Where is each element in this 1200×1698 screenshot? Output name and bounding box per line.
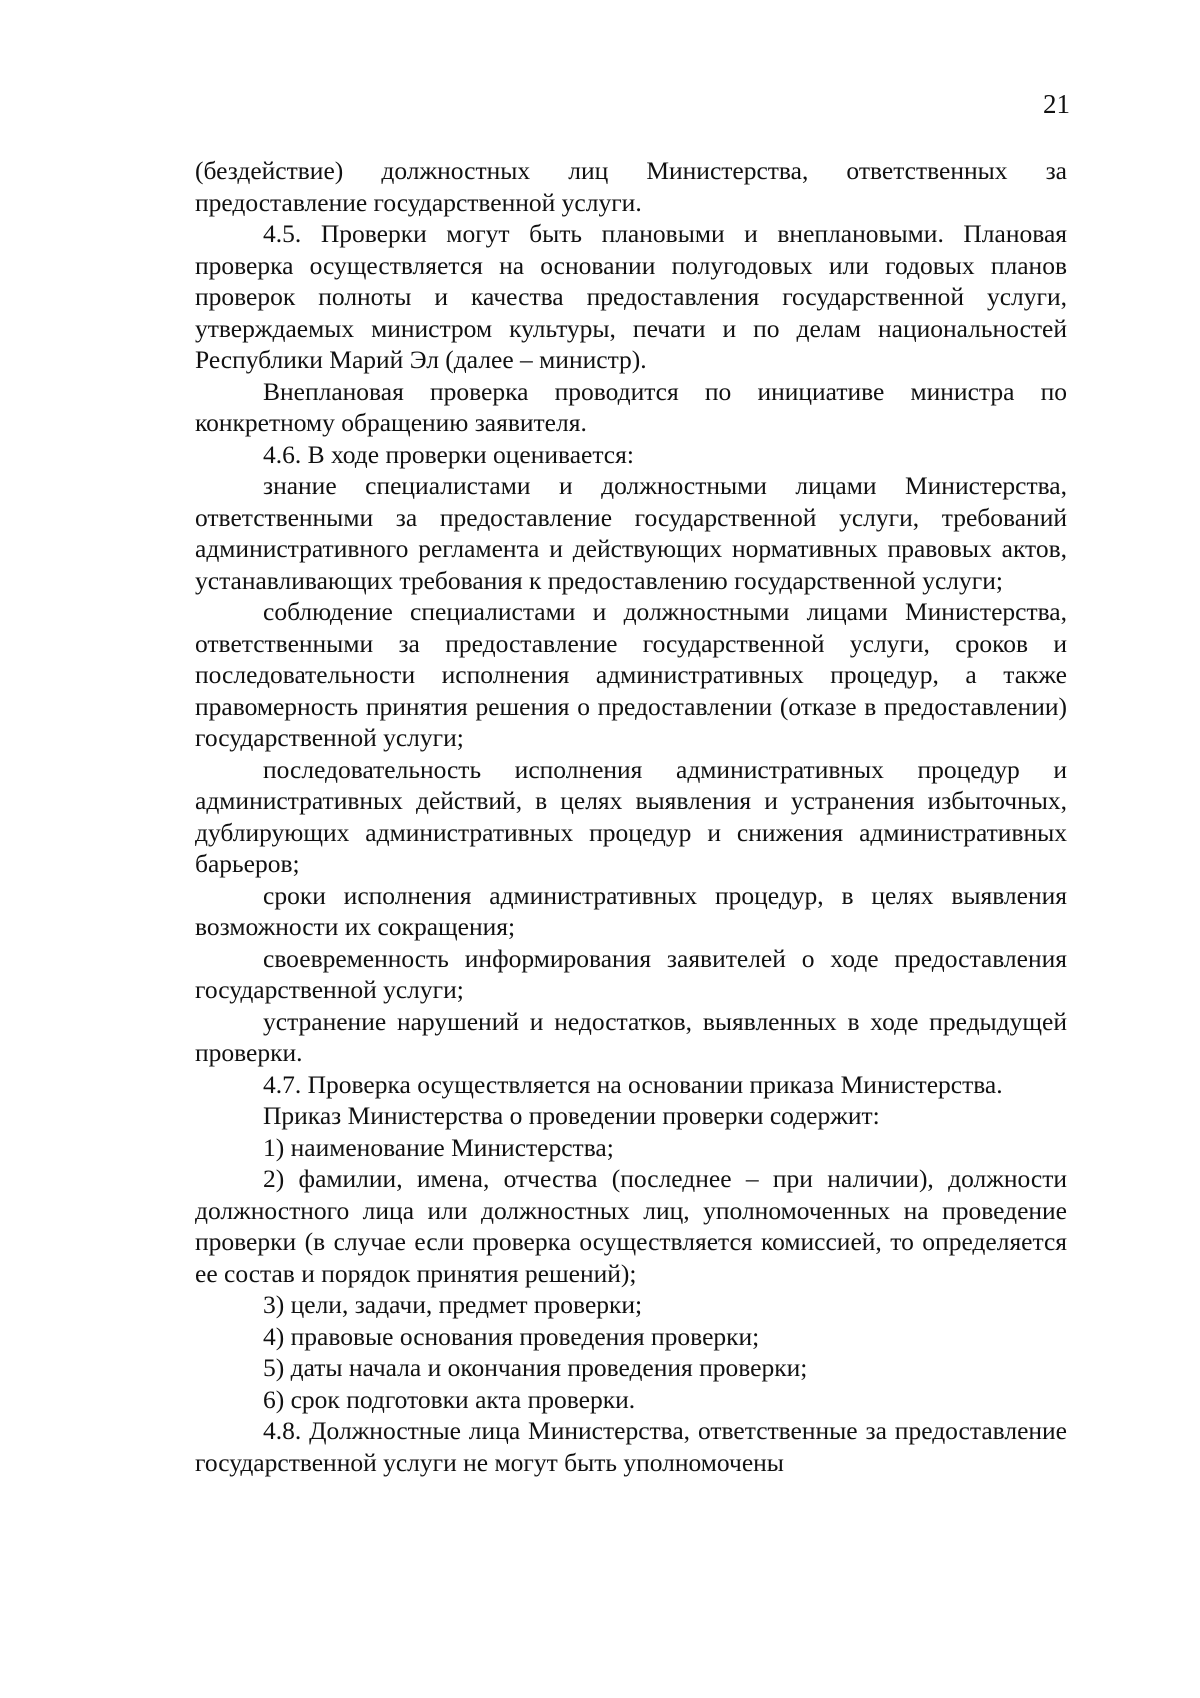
paragraph-knowledge: знание специалистами и должностными лицами Министерства, ответственными за предоставление государственной услуги, требований административного регламента и действующих нормативных правовых актов, устанавливающих требования к предоставлению государственной услуги; xyxy=(195,471,1067,595)
list-item-4: 4) правовые основания проведения проверки; xyxy=(263,1321,760,1351)
paragraph-4-7: 4.7. Проверка осуществляется на основании приказа Министерства. xyxy=(263,1069,1003,1099)
document-body xyxy=(195,155,1067,1478)
paragraph-4-5: 4.5. Проверки могут быть плановыми и внеплановыми. Плановая проверка осуществляется на основании полугодовых или годовых планов проверок полноты и качества предоставления государственной услуги, утверждаемых министром культуры, печати и по делам национальностей Республики Марий Эл (далее – министр). xyxy=(195,219,1067,374)
paragraph-4-6: 4.6. В ходе проверки оценивается: xyxy=(263,439,634,469)
paragraph-unscheduled-check: Внеплановая проверка проводится по инициативе министра по конкретному обращению заявителя. xyxy=(195,376,1067,437)
list-item-2: 2) фамилии, имена, отчества (последнее – при наличии), должности должностного лица или должностных лиц, уполномоченных на проведение проверки (в случае если проверка осуществляется комиссией, то определяется ее состав и порядок принятия решений); xyxy=(195,1164,1067,1288)
paragraph-4-8: 4.8. Должностные лица Министерства, ответственные за предоставление государственной услуги не могут быть уполномочены xyxy=(195,1416,1067,1477)
paragraph-sequence: последовательность исполнения административных процедур и административных действий, в целях выявления и устранения избыточных, дублирующих административных процедур и снижения административных барьеров; xyxy=(195,754,1067,878)
paragraph-order-contents: Приказ Министерства о проведении проверки содержит: xyxy=(263,1101,880,1130)
list-item-6: 6) срок подготовки акта проверки. xyxy=(263,1384,636,1414)
paragraph-continuation: (бездействие) должностных лиц Министерства, ответственных за предоставление государственной услуги. xyxy=(195,156,1067,217)
page-number: 21 xyxy=(1043,89,1070,119)
list-item-3: 3) цели, задачи, предмет проверки; xyxy=(263,1290,643,1319)
list-item-1: 1) наименование Министерства; xyxy=(263,1132,614,1162)
paragraph-elimination: устранение нарушений и недостатков, выявленных в ходе предыдущей проверки. xyxy=(195,1006,1067,1067)
list-item-5: 5) даты начала и окончания проведения проверки; xyxy=(263,1353,808,1382)
paragraph-compliance: соблюдение специалистами и должностными лицами Министерства, ответственными за предоставление государственной услуги, сроков и последовательности исполнения административных процедур, а также правомерность принятия решения о предоставлении (отказе в предоставлении) государственной услуги; xyxy=(195,597,1067,752)
paragraph-deadlines: сроки исполнения административных процедур, в целях выявления возможности их сокращения; xyxy=(195,880,1067,941)
paragraph-timeliness: своевременность информирования заявителей о ходе предоставления государственной услуги; xyxy=(195,943,1067,1004)
